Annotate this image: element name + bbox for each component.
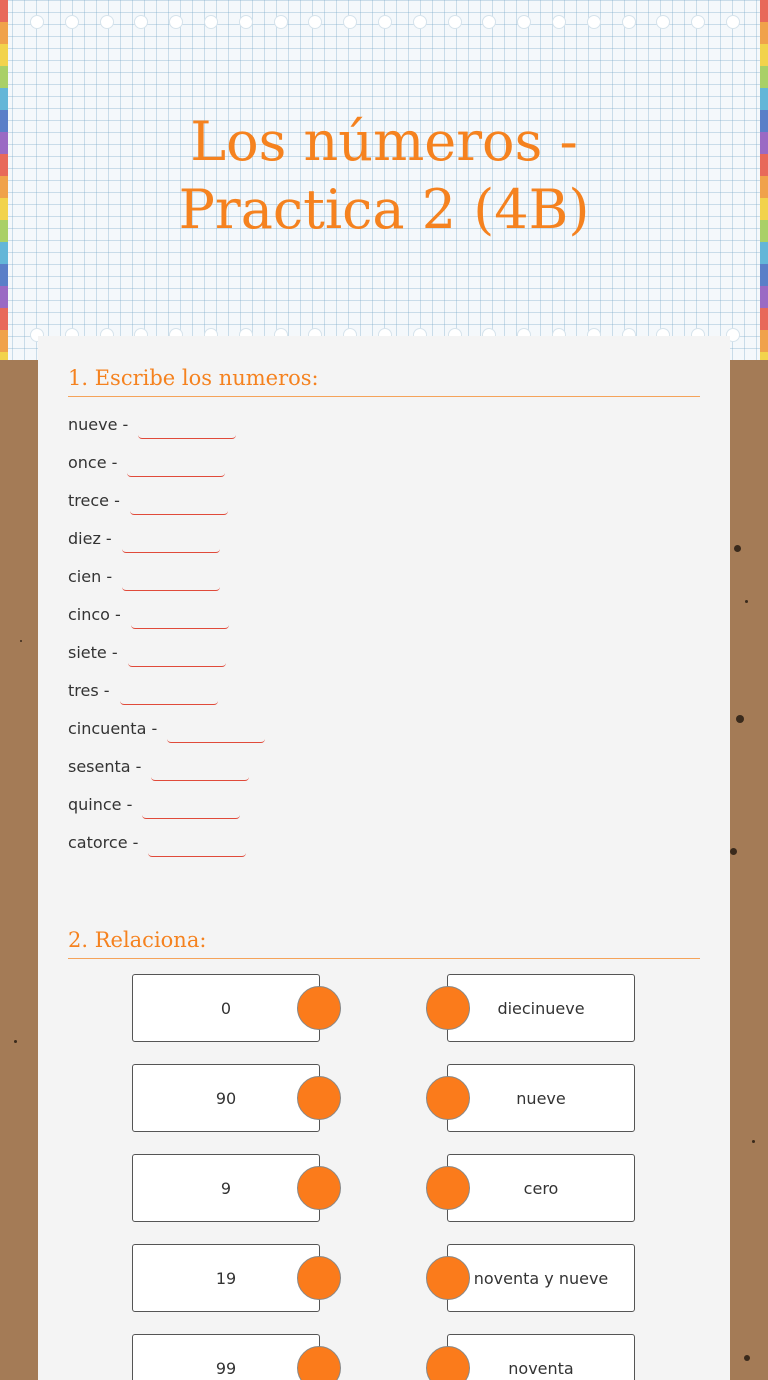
list-item (68, 566, 668, 604)
list-item (68, 794, 668, 832)
answer-blank[interactable] (128, 642, 226, 667)
answer-blank[interactable] (127, 452, 225, 477)
list-item (68, 452, 668, 490)
exercise-label: cinco - (68, 605, 121, 624)
match-right-connector[interactable] (426, 1166, 470, 1210)
exercise-label: sesenta - (68, 757, 142, 776)
match-right-box[interactable] (447, 1064, 635, 1132)
match-right-box[interactable] (447, 1154, 635, 1222)
cork-speck (745, 600, 748, 603)
match-right-connector[interactable] (426, 1076, 470, 1120)
section-title-relaciona: 2. Relaciona: (68, 928, 700, 959)
match-right-box[interactable] (447, 974, 635, 1042)
match-right-label: noventa y nueve (473, 1268, 609, 1288)
match-left-connector[interactable] (297, 986, 341, 1030)
section-title-escribe: 1. Escribe los numeros: (68, 366, 700, 397)
exercise-label: trece - (68, 491, 120, 510)
match-left-label: 90 (215, 1088, 237, 1108)
list-item (68, 718, 668, 756)
match-left-box[interactable] (132, 1064, 320, 1132)
list-item (68, 642, 668, 680)
match-left-label: 99 (215, 1358, 237, 1378)
answer-blank[interactable] (122, 566, 220, 591)
exercise-label: cien - (68, 567, 113, 586)
answer-blank[interactable] (120, 680, 218, 705)
match-left-label: 0 (220, 998, 232, 1018)
list-item (68, 680, 668, 718)
list-item (68, 528, 668, 566)
match-right-label: cero (523, 1178, 559, 1198)
exercise-label: diez - (68, 529, 112, 548)
match-right-label: diecinueve (497, 998, 585, 1018)
match-left-label: 19 (215, 1268, 237, 1288)
match-left-box[interactable] (132, 1334, 320, 1380)
match-left-connector[interactable] (297, 1256, 341, 1300)
list-item (68, 604, 668, 642)
answer-blank[interactable] (167, 718, 265, 743)
list-item (68, 832, 668, 870)
exercise-list (68, 414, 668, 870)
page-title-line2: Practica 2 (4B) (178, 178, 590, 241)
exercise-label: siete - (68, 643, 118, 662)
exercise-label: tres - (68, 681, 110, 700)
cork-speck (736, 715, 744, 723)
match-right-connector[interactable] (426, 1256, 470, 1300)
cork-speck (14, 1040, 17, 1043)
worksheet-card (38, 336, 730, 1380)
answer-blank[interactable] (151, 756, 249, 781)
match-left-box[interactable] (132, 974, 320, 1042)
list-item (68, 756, 668, 794)
match-right-connector[interactable] (426, 986, 470, 1030)
exercise-label: nueve - (68, 415, 129, 434)
answer-blank[interactable] (131, 604, 229, 629)
match-left-connector[interactable] (297, 1166, 341, 1210)
answer-blank[interactable] (142, 794, 240, 819)
cork-speck (20, 640, 22, 642)
match-left-box[interactable] (132, 1154, 320, 1222)
match-right-label: nueve (516, 1088, 566, 1108)
matching-exercise (38, 974, 730, 1380)
cork-speck (752, 1140, 755, 1143)
match-right-box[interactable] (447, 1334, 635, 1380)
answer-blank[interactable] (130, 490, 228, 515)
match-left-label: 9 (220, 1178, 232, 1198)
answer-blank[interactable] (138, 414, 236, 439)
exercise-label: quince - (68, 795, 133, 814)
cork-speck (744, 1355, 750, 1361)
binder-holes-top (30, 15, 740, 31)
exercise-label: cincuenta - (68, 719, 158, 738)
match-left-connector[interactable] (297, 1346, 341, 1380)
cork-speck (730, 848, 737, 855)
match-right-label: noventa (508, 1358, 574, 1378)
page-title-line1: Los números - (190, 110, 578, 173)
cork-speck (734, 545, 741, 552)
answer-blank[interactable] (122, 528, 220, 553)
match-left-box[interactable] (132, 1244, 320, 1312)
list-item (68, 414, 668, 452)
match-left-connector[interactable] (297, 1076, 341, 1120)
match-right-box[interactable] (447, 1244, 635, 1312)
answer-blank[interactable] (148, 832, 246, 857)
exercise-label: once - (68, 453, 118, 472)
exercise-label: catorce - (68, 833, 139, 852)
page-title (0, 108, 768, 244)
list-item (68, 490, 668, 528)
header-banner (0, 0, 768, 360)
